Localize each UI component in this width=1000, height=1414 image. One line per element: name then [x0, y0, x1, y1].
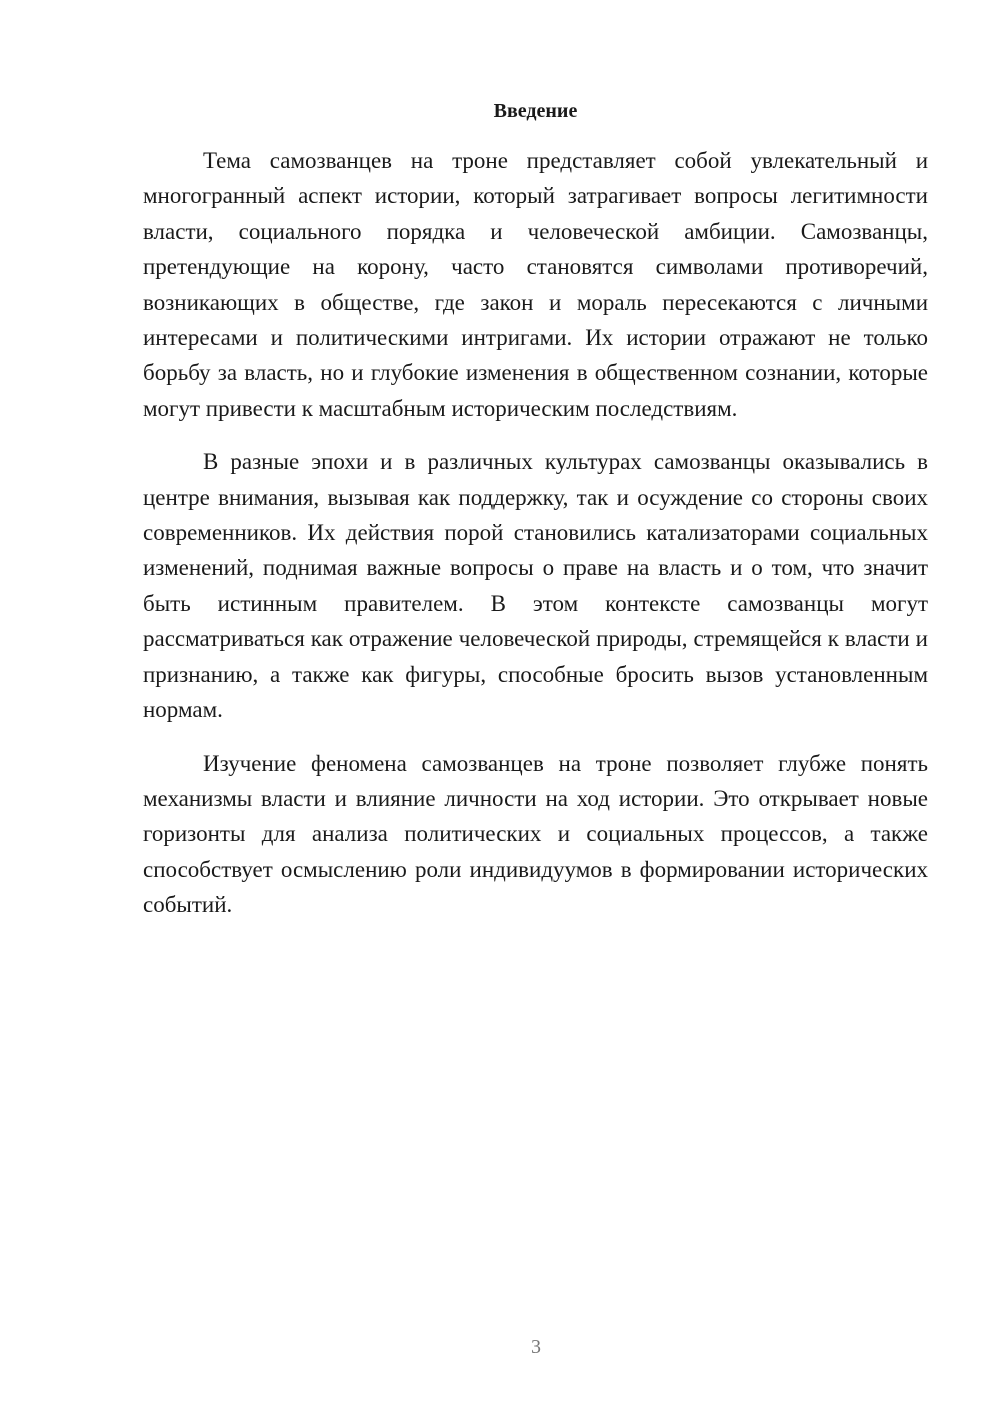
- paragraph-1: Тема самозванцев на троне представляет собой увлекательный и многогранный аспект истории, который затрагивает вопросы легитимности власти, социального порядка и человеческой амбиции. Самозванцы, претендующие на корону, часто становятся символами противоречий, возникающих в обществе, где закон и мораль пересекаются с личными интересами и политическими интригами. Их истории отражают не только борьбу за власть, но и глубокие изменения в общественном сознании, которые могут привести к масштабным историческим последствиям.: [143, 148, 928, 421]
- paragraph-2: В разные эпохи и в различных культурах самозванцы оказывались в центре внимания, вызывая как поддержку, так и осуждение со стороны своих современников. Их действия порой становились катализаторами социальных изменений, поднимая важные вопросы о праве на власть и о том, что значит быть истинным правителем. В этом контексте самозванцы могут рассматриваться как отражение человеческой природы, стремящейся к власти и признанию, а также как фигуры, способные бросить вызов установленным нормам.: [143, 449, 928, 723]
- page-number: 3: [531, 1336, 541, 1358]
- section-title: Введение: [493, 100, 578, 122]
- body-text: [143, 143, 928, 941]
- paragraph-3: Изучение феномена самозванцев на троне позволяет глубже понять механизмы власти и влияние личности на ход истории. Это открывает новые горизонты для анализа политических и социальных процессов, а также способствует осмыслению роли индивидуумов в формировании исторических событий.: [143, 750, 928, 918]
